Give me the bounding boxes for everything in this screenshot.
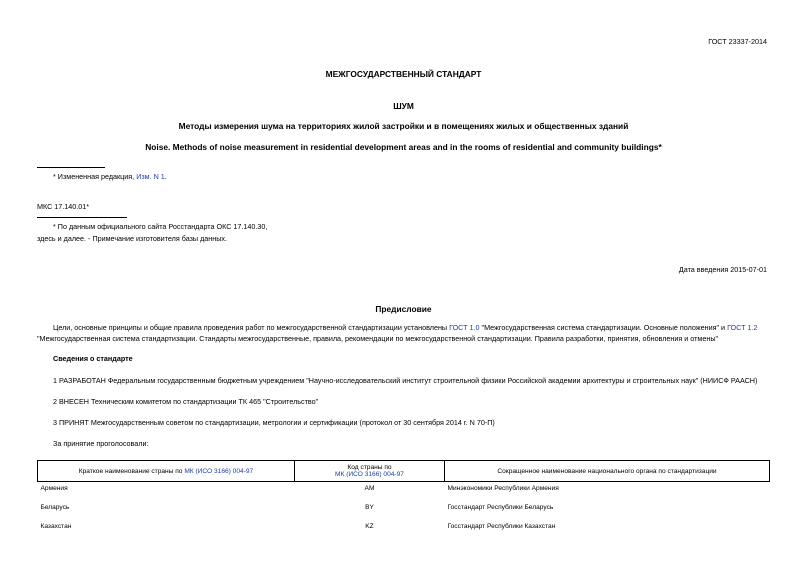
body-cell: Госстандарт Республики Казахстан <box>447 523 556 530</box>
table-row <box>38 520 770 539</box>
table-header-row <box>38 461 770 482</box>
country-cell: Казахстан <box>40 523 72 530</box>
gost-1-2-link[interactable]: ГОСТ 1.2 <box>727 323 758 332</box>
preface-text-c: "Межгосударственная система стандартизации. Стандарты межгосударственные, правила, рекомендации по межгосударственной стандартизации. Правила разработки, принятия, обновления и отмены" <box>37 333 719 343</box>
mks-code: МКС 17.140.01* <box>37 202 90 211</box>
amendment-link[interactable]: Изм. N 1 <box>136 172 165 181</box>
code-cell: KZ <box>365 523 374 530</box>
preface-text-b: "Межгосударственная система стандартизации. Основные положения" и <box>479 323 728 332</box>
header-title: МЕЖГОСУДАРСТВЕННЫЙ СТАНДАРТ <box>325 69 482 79</box>
footnote-2-line1: * По данным официального сайта Росстандарта ОКС 17.140.30, <box>53 222 268 231</box>
main-title: ШУМ <box>393 101 414 111</box>
iso-3166-link[interactable]: МК (ИСО 3166) 004-97 <box>184 467 254 475</box>
voting-table <box>37 460 770 539</box>
subtitle-ru: Методы измерения шума на территориях жилой застройки и в помещениях жилых и общественных зданий <box>178 121 629 131</box>
iso-3166-link-2[interactable]: МК (ИСО 3166) 004-97 <box>335 471 404 478</box>
standard-info-heading: Сведения о стандарте <box>53 354 133 363</box>
body-cell: Госстандарт Республики Беларусь <box>447 504 554 511</box>
footnote-1 <box>53 172 167 181</box>
footnote-1-prefix: * Измененная редакция, <box>53 172 137 181</box>
column-header-country-text: Краткое наименование страны по <box>78 467 185 475</box>
table-row <box>38 482 770 502</box>
footnote-divider <box>37 167 105 168</box>
code-cell: AM <box>364 485 375 492</box>
column-header-body: Сокращенное наименование национального органа по стандартизации <box>445 461 770 482</box>
code-cell: BY <box>365 504 374 511</box>
document-code: ГОСТ 23337-2014 <box>708 37 767 46</box>
info-item-3: 3 ПРИНЯТ Межгосударственным советом по стандартизации, метрологии и сертификации (протокол от 30 сентября 2014 г. N 70-П) <box>53 418 495 427</box>
preface-heading: Предисловие <box>375 304 432 314</box>
info-item-2: 2 ВНЕСЕН Техническим комитетом по стандартизации ТК 465 "Строительство" <box>53 397 319 406</box>
gost-1-0-link[interactable]: ГОСТ 1.0 <box>449 323 480 332</box>
voted-label: За принятие проголосовали: <box>53 439 149 448</box>
preface-paragraph <box>37 323 773 344</box>
preface-text-a: Цели, основные принципы и общие правила проведения работ по межгосударственной стандартизации установлены <box>53 323 450 332</box>
column-header-code <box>295 461 445 482</box>
info-item-1: 1 РАЗРАБОТАН Федеральным государственным бюджетным учреждением "Научно-исследовательский институт строительной физики Российской академии архитектуры и строительных наук" (НИИСФ РААСН) <box>53 376 758 385</box>
footnote-divider-2 <box>37 217 127 218</box>
table-row <box>38 501 770 520</box>
column-header-code-text: Код страны по <box>347 464 392 471</box>
body-cell: Минэкономики Республики Армения <box>447 485 559 492</box>
country-cell: Армения <box>40 485 68 492</box>
column-header-country <box>38 461 295 482</box>
footnote-1-suffix: . <box>164 172 167 181</box>
country-cell: Беларусь <box>40 504 70 511</box>
introduction-date: Дата введения 2015-07-01 <box>678 265 767 274</box>
footnote-2-line2: здесь и далее. - Примечание изготовителя базы данных. <box>37 234 227 243</box>
subtitle-en: Noise. Methods of noise measurement in residential development areas and in the rooms of residential and community buildings* <box>145 142 662 152</box>
